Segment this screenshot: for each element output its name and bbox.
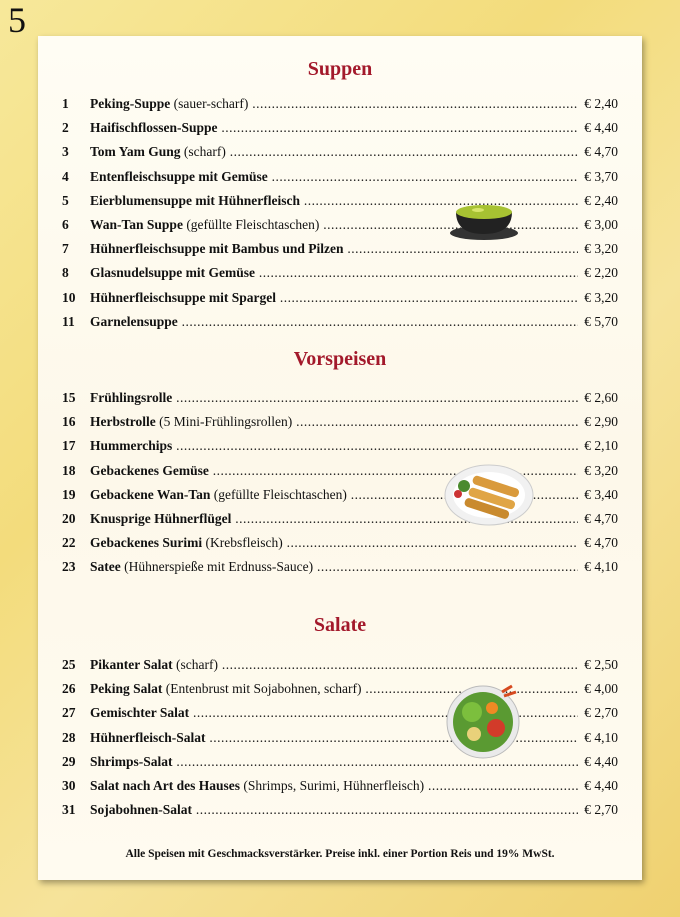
menu-item-number: 10 [62, 289, 76, 305]
menu-item-number: 11 [62, 313, 75, 329]
menu-item-row [38, 414, 642, 434]
menu-item-name-line [90, 414, 578, 430]
menu-item-row [38, 535, 642, 555]
menu-item-number: 17 [62, 438, 76, 454]
menu-item-name-line [90, 265, 578, 281]
menu-item-row [38, 144, 642, 164]
menu-item-note: (sauer-scharf) [170, 96, 249, 111]
menu-item-price: € 2,40 [584, 192, 618, 208]
menu-item-number: 31 [62, 802, 76, 818]
menu-item-note: (Entenbrust mit Sojabohnen, scharf) [162, 681, 362, 697]
menu-item-name-line [90, 657, 578, 673]
menu-item-name: Garnelensuppe [90, 313, 178, 329]
salad-plate-image [442, 682, 524, 760]
menu-item-number: 23 [62, 559, 76, 575]
menu-item-number: 30 [62, 778, 76, 793]
menu-item-row [38, 290, 642, 310]
menu-item-note: (gefüllte Fleischtaschen) [182, 217, 320, 232]
menu-item-price: € 2,20 [584, 265, 618, 281]
menu-item-name: Sojabohnen-Salat [90, 802, 193, 818]
menu-item-price: € 3,00 [584, 217, 618, 232]
menu-item-row [38, 681, 642, 701]
menu-item-row [38, 463, 642, 483]
menu-item-name-line [90, 535, 578, 551]
menu-item-price: € 4,70 [584, 511, 618, 526]
menu-item-note: (Shrimps, Surimi, Hühnerfleisch) [240, 778, 425, 793]
menu-item-price: € 5,70 [584, 313, 618, 329]
menu-item-row [38, 730, 642, 750]
menu-item-name: Knusprige Hühnerflügel [90, 511, 232, 526]
menu-item-price: € 4,40 [584, 778, 618, 793]
menu-item-name: Gebackenes Gemüse [90, 462, 209, 478]
menu-item-name-line [90, 96, 578, 112]
menu-item-name: Hühnerfleisch-Salat [90, 729, 206, 745]
menu-item-name: Shrimps-Salat [90, 753, 173, 769]
menu-item-number: 25 [62, 657, 76, 672]
menu-item-name-line [90, 169, 578, 185]
section-title-vorspeisen: Vorspeisen [293, 348, 387, 370]
menu-item-row [38, 390, 642, 410]
menu-item-name: Eierblumensuppe mit Hühnerfleisch [90, 192, 301, 208]
menu-item-name: Entenfleischsuppe mit Gemüse [90, 168, 268, 184]
menu-item-name-line [90, 144, 578, 160]
menu-item-row [38, 802, 642, 822]
menu-item-number: 19 [62, 486, 76, 502]
menu-item-row [38, 169, 642, 189]
menu-item-row [38, 120, 642, 140]
menu-item-price: € 2,90 [584, 414, 618, 430]
menu-item-row [38, 778, 642, 798]
menu-item-name: Salat nach Art des Hauses [90, 778, 241, 793]
menu-item-number: 6 [62, 217, 69, 232]
menu-item-row [38, 217, 642, 237]
menu-sheet [38, 36, 642, 880]
menu-item-price: € 2,50 [584, 657, 618, 672]
footer-note: Alle Speisen mit Geschmacksverstärker. Preise inkl. einer Portion Reis und 19% MwSt. [125, 848, 555, 860]
menu-item-name: Gebackenes Surimi [90, 535, 203, 551]
menu-item-number: 1 [62, 96, 69, 111]
menu-item-name: Frühlingsrolle [90, 390, 173, 405]
menu-item-name-line [90, 314, 578, 330]
menu-item-price: € 4,10 [584, 559, 618, 575]
menu-item-name-line [90, 390, 578, 406]
menu-item-name: Hummerchips [90, 438, 173, 454]
menu-item-price: € 4,40 [584, 753, 618, 769]
menu-item-number: 22 [62, 535, 76, 551]
menu-item-price: € 2,40 [584, 96, 618, 111]
menu-item-number: 2 [62, 120, 69, 136]
spring-rolls-image [444, 464, 534, 526]
menu-item-row [38, 511, 642, 531]
menu-item-price: € 2,10 [584, 438, 618, 454]
menu-item-name: Satee [90, 559, 121, 575]
menu-item-price: € 4,70 [584, 535, 618, 551]
menu-item-name: Glasnudelsuppe mit Gemüse [90, 265, 256, 281]
menu-item-name: Haifischflossen-Suppe [90, 120, 218, 136]
menu-item-note: (5 Mini-Frühlingsrollen) [155, 414, 293, 430]
menu-item-number: 15 [62, 390, 76, 405]
menu-item-name: Gemischter Salat [90, 705, 190, 721]
menu-item-name: Tom Yam Gung [90, 144, 181, 160]
menu-item-name: Hühnerfleischsuppe mit Bambus und Pilzen [90, 241, 344, 257]
menu-item-number: 18 [62, 462, 76, 478]
menu-item-name: Pikanter Salat [90, 657, 173, 672]
menu-item-name-line [90, 241, 578, 257]
menu-item-number: 7 [62, 241, 69, 257]
menu-item-number: 8 [62, 265, 69, 281]
soup-bowl-image [448, 198, 520, 242]
menu-item-note: (gefüllte Fleischtaschen) [210, 486, 347, 502]
menu-item-number: 16 [62, 414, 76, 430]
menu-item-name: Peking Salat [90, 681, 163, 697]
menu-item-name-line [90, 120, 578, 136]
menu-item-row [38, 559, 642, 579]
menu-item-price: € 3,70 [584, 168, 618, 184]
menu-item-number: 20 [62, 511, 76, 526]
menu-item-row [38, 487, 642, 507]
menu-item-note: (scharf) [172, 657, 218, 672]
menu-item-name: Wan-Tan Suppe [90, 217, 183, 232]
menu-item-number: 28 [62, 729, 76, 745]
menu-item-price: € 4,00 [584, 681, 618, 697]
menu-item-price: € 2,70 [584, 705, 618, 721]
menu-item-number: 3 [62, 144, 69, 160]
menu-item-name-line [90, 778, 578, 794]
menu-item-price: € 2,60 [584, 390, 618, 405]
menu-item-row [38, 705, 642, 725]
menu-item-price: € 3,20 [584, 241, 618, 257]
menu-item-number: 4 [62, 168, 69, 184]
menu-item-number: 29 [62, 753, 76, 769]
menu-item-price: € 3,20 [584, 462, 618, 478]
menu-item-price: € 4,10 [584, 729, 618, 745]
menu-item-note: (scharf) [180, 144, 226, 160]
menu-item-name-line [90, 559, 578, 575]
menu-item-name-line [90, 802, 578, 818]
menu-item-name: Gebackene Wan-Tan [90, 486, 211, 502]
menu-item-note: (Hühnerspieße mit Erdnuss-Sauce) [120, 559, 314, 575]
section-title-suppen: Suppen [307, 58, 373, 80]
menu-item-row [38, 754, 642, 774]
menu-item-name-line [90, 290, 578, 306]
menu-item-name: Peking-Suppe [90, 96, 171, 111]
menu-item-row [38, 96, 642, 116]
menu-item-row [38, 193, 642, 213]
menu-item-price: € 4,70 [584, 144, 618, 160]
menu-item-row [38, 241, 642, 261]
menu-item-row [38, 438, 642, 458]
page-number: 5 [8, 0, 26, 40]
menu-item-row [38, 657, 642, 677]
menu-item-name-line [90, 438, 578, 454]
menu-item-price: € 3,20 [584, 289, 618, 305]
menu-item-name: Hühnerfleischsuppe mit Spargel [90, 289, 277, 305]
menu-item-number: 26 [62, 681, 76, 697]
menu-item-name: Herbstrolle [90, 414, 156, 430]
menu-item-price: € 3,40 [584, 486, 618, 502]
menu-item-price: € 4,40 [584, 120, 618, 136]
menu-item-note: (Krebsfleisch) [202, 535, 283, 551]
menu-item-row [38, 265, 642, 285]
menu-item-row [38, 314, 642, 334]
section-title-salate: Salate [313, 614, 367, 636]
menu-item-number: 27 [62, 705, 76, 721]
menu-item-price: € 2,70 [584, 802, 618, 818]
menu-item-number: 5 [62, 192, 69, 208]
